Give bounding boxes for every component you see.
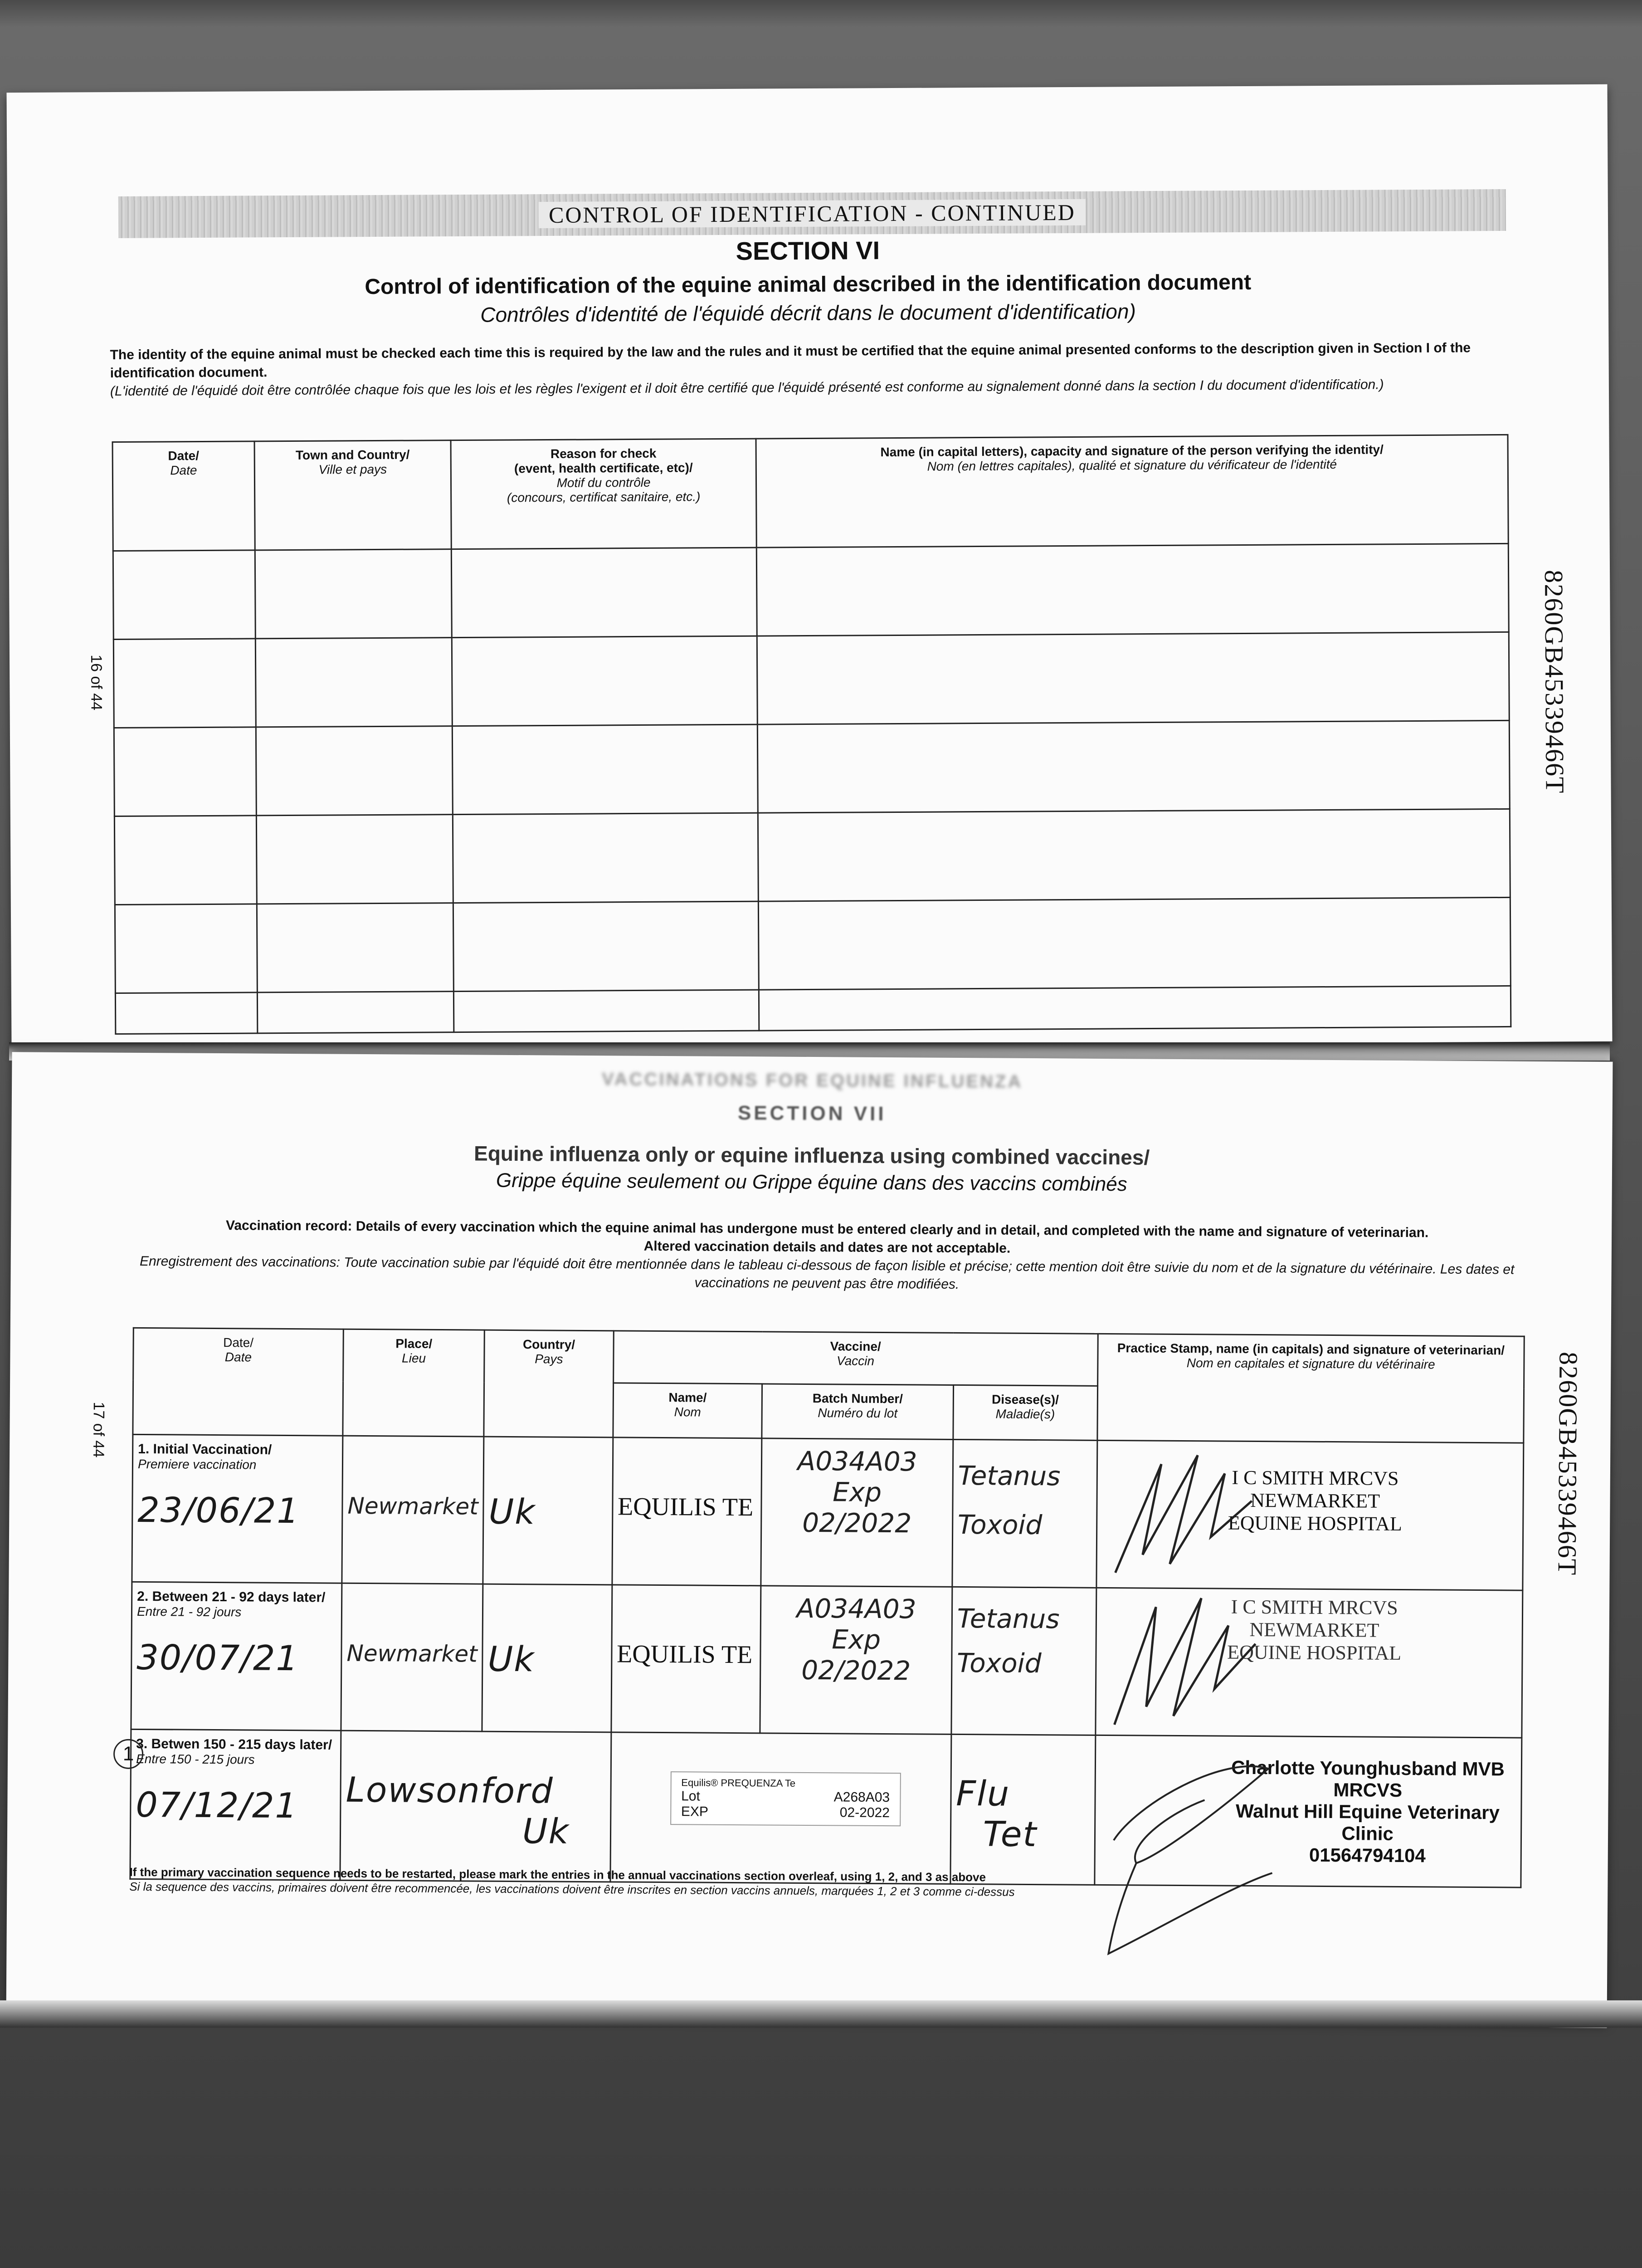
table-row <box>114 809 1510 904</box>
row-label: 2. Between 21 - 92 days later/ Entre 21 - 92 jours <box>136 1589 326 1619</box>
disease: Tetanus <box>957 1603 1060 1635</box>
disease: Tet <box>983 1813 1038 1855</box>
batch-exp: Exp <box>833 1476 882 1508</box>
record-en-2: Altered vaccination details and dates are not acceptable. <box>643 1238 1011 1256</box>
place: Newmarket <box>346 1640 477 1667</box>
sticker-exp: 02-2022 <box>839 1805 890 1821</box>
col-country: Country/ Pays <box>484 1330 614 1437</box>
section-banner <box>118 189 1506 238</box>
table-row <box>114 720 1510 816</box>
passport-page-17 <box>6 1052 1613 2028</box>
batch-number: A034A03 <box>796 1593 916 1625</box>
batch-date: 02/2022 <box>802 1507 912 1539</box>
col-diseases: Disease(s)/ Maladie(s) <box>953 1385 1098 1440</box>
col-date: Date/ Date <box>112 441 255 551</box>
disease: Flu <box>955 1773 1010 1814</box>
vet-stamp: I C SMITH MRCVS NEWMARKET EQUINE HOSPITAL <box>1227 1595 1402 1664</box>
sticker-lot: A268A03 <box>833 1789 890 1805</box>
disease: Tetanus <box>958 1460 1061 1492</box>
row-label: 3. Betwen 150 - 215 days later/ Entre 150 - 215 jours <box>136 1736 332 1767</box>
table-row <box>113 632 1509 728</box>
table-row <box>113 543 1509 639</box>
intro-en: The identity of the equine animal must be checked each time this is required by the law and the rules and it must be certified that the equine animal presented conforms to the description given in Section I of the identification document. <box>110 340 1471 381</box>
col-date: Date/ Date <box>133 1328 343 1436</box>
banner-text: CONTROL OF IDENTIFICATION - CONTINUED <box>539 199 1086 228</box>
table-row <box>115 897 1510 993</box>
place: Newmarket <box>347 1492 478 1520</box>
page-number: 17 of 44 <box>90 1402 107 1458</box>
section-title: SECTION VI <box>736 236 880 265</box>
page-number: 16 of 44 <box>87 655 105 711</box>
batch-exp: Exp <box>832 1624 881 1655</box>
vet-signature <box>1095 1736 1286 1973</box>
intro-text <box>110 339 1489 401</box>
vaccination-row-3 <box>130 1729 1522 1887</box>
heading-fr: Contrôles d'identité de l'équidé décrit dans le document d'identification) <box>480 299 1136 327</box>
col-verifier: Name (in capital letters), capacity and signature of the person verifying the identity/ Nom (en lettres capitales), qualité et signature du vérificateur de l'identité <box>756 435 1508 547</box>
identity-check-table <box>112 434 1512 1035</box>
record-en: Vaccination record: Details of every vaccination which the equine animal has undergone must be entered clearly and in detail, and completed with the name and signature of veterinarian. <box>225 1218 1429 1241</box>
col-practice-stamp: Practice Stamp, name (in capitals) and signature of veterinarian/ Nom en capitales et signature du vétérinaire <box>1097 1334 1524 1443</box>
passport-page-16 <box>7 84 1613 1050</box>
vaccination-row-1 <box>132 1434 1524 1590</box>
row-label: 1. Initial Vaccination/ Premiere vaccination <box>137 1441 272 1472</box>
batch-number: A034A03 <box>797 1445 917 1477</box>
record-text <box>133 1216 1521 1297</box>
col-vaccine: Vaccine/ Vaccin <box>613 1331 1098 1386</box>
record-fr: Enregistrement des vaccinations: Toute vaccination subie par l'équidé doit être mentionnée dans le tableau ci-dessous de façon lisible et précise; cette mention doit être suivie du nom et de la signature du vétérinaire. Les dates et vaccinations ne peuvent pas être modifiées. <box>139 1253 1515 1292</box>
vet-stamp: I C SMITH MRCVS NEWMARKET EQUINE HOSPITAL <box>1228 1466 1402 1535</box>
col-town-country: Town and Country/ Ville et pays <box>254 440 451 550</box>
heading-fr: Grippe équine seulement ou Grippe équine dans des vaccins combinés <box>496 1169 1127 1196</box>
disease: Toxoid <box>957 1509 1043 1541</box>
col-place: Place/ Lieu <box>343 1329 485 1437</box>
col-vaccine-name: Name/ Nom <box>613 1383 762 1438</box>
document-number: 8260GB45339466T <box>1552 1352 1584 1576</box>
sticker-brand: Equilis® PREQUENZA Te <box>681 1777 796 1789</box>
vet-stamp: Charlotte Younghusband MVB MRCVS Walnut Hill Equine Veterinary Clinic 01564794104 <box>1231 1756 1505 1867</box>
country: Uk <box>488 1491 536 1532</box>
vaccination-row-2 <box>131 1582 1523 1738</box>
country: Uk <box>487 1638 535 1680</box>
vet-signature <box>1106 1446 1261 1583</box>
document-number: 8260GB45339466T <box>1539 570 1570 794</box>
disease: Toxoid <box>956 1647 1042 1679</box>
vaccine-label-sticker: Equilis® PREQUENZA Te Lot A268A03 EXP 02-2022 <box>670 1771 901 1826</box>
col-reason: Reason for check (event, health certificate, etc)/ Motif du contrôle (concours, certificat sanitaire, etc.) <box>451 439 756 549</box>
heading-en: Equine influenza only or equine influenza using combined vaccines/ <box>473 1141 1150 1169</box>
col-batch-number: Batch Number/ Numéro du lot <box>762 1384 953 1440</box>
section-title: SECTION VII <box>737 1102 887 1125</box>
restart-marker: 1 <box>113 1739 143 1769</box>
footnote-fr: Si la sequence des vaccins, primaires doivent être recommencée, les vaccinations doivent être inscrites en section vaccins annuels, marquées 1, 2 et 3 comme ci-dessus <box>129 1879 1015 1899</box>
vaccination-date: 23/06/21 <box>137 1489 300 1531</box>
footnote-en: If the primary vaccination sequence needs to be restarted, please mark the entries in the annual vaccinations section overleaf, using 1, 2, and 3 as above <box>129 1865 986 1884</box>
vet-signature <box>1105 1593 1260 1730</box>
intro-fr: (L'identité de l'équidé doit être contrôlée chaque fois que les lois et les règles l'exigent et il doit être certifié que l'équidé présenté est conforme au signalement donné dans la section I du document d'identification.) <box>110 377 1384 399</box>
vaccination-date: 07/12/21 <box>136 1784 298 1826</box>
heading-en: Control of identification of the equine animal described in the identification document <box>365 270 1252 299</box>
vaccination-table <box>122 1327 1525 1888</box>
batch-date: 02/2022 <box>801 1654 911 1686</box>
vaccine-name: EQUILIS TE <box>617 1492 754 1522</box>
scanner-edge <box>0 2000 1642 2028</box>
blurred-banner: VACCINATIONS FOR EQUINE INFLUENZA <box>601 1069 1023 1092</box>
place: Lowsonford <box>346 1769 554 1811</box>
vaccine-name: EQUILIS TE <box>616 1640 753 1669</box>
country: Uk <box>522 1811 570 1852</box>
vaccination-date: 30/07/21 <box>136 1637 299 1679</box>
table-row <box>115 986 1510 1034</box>
